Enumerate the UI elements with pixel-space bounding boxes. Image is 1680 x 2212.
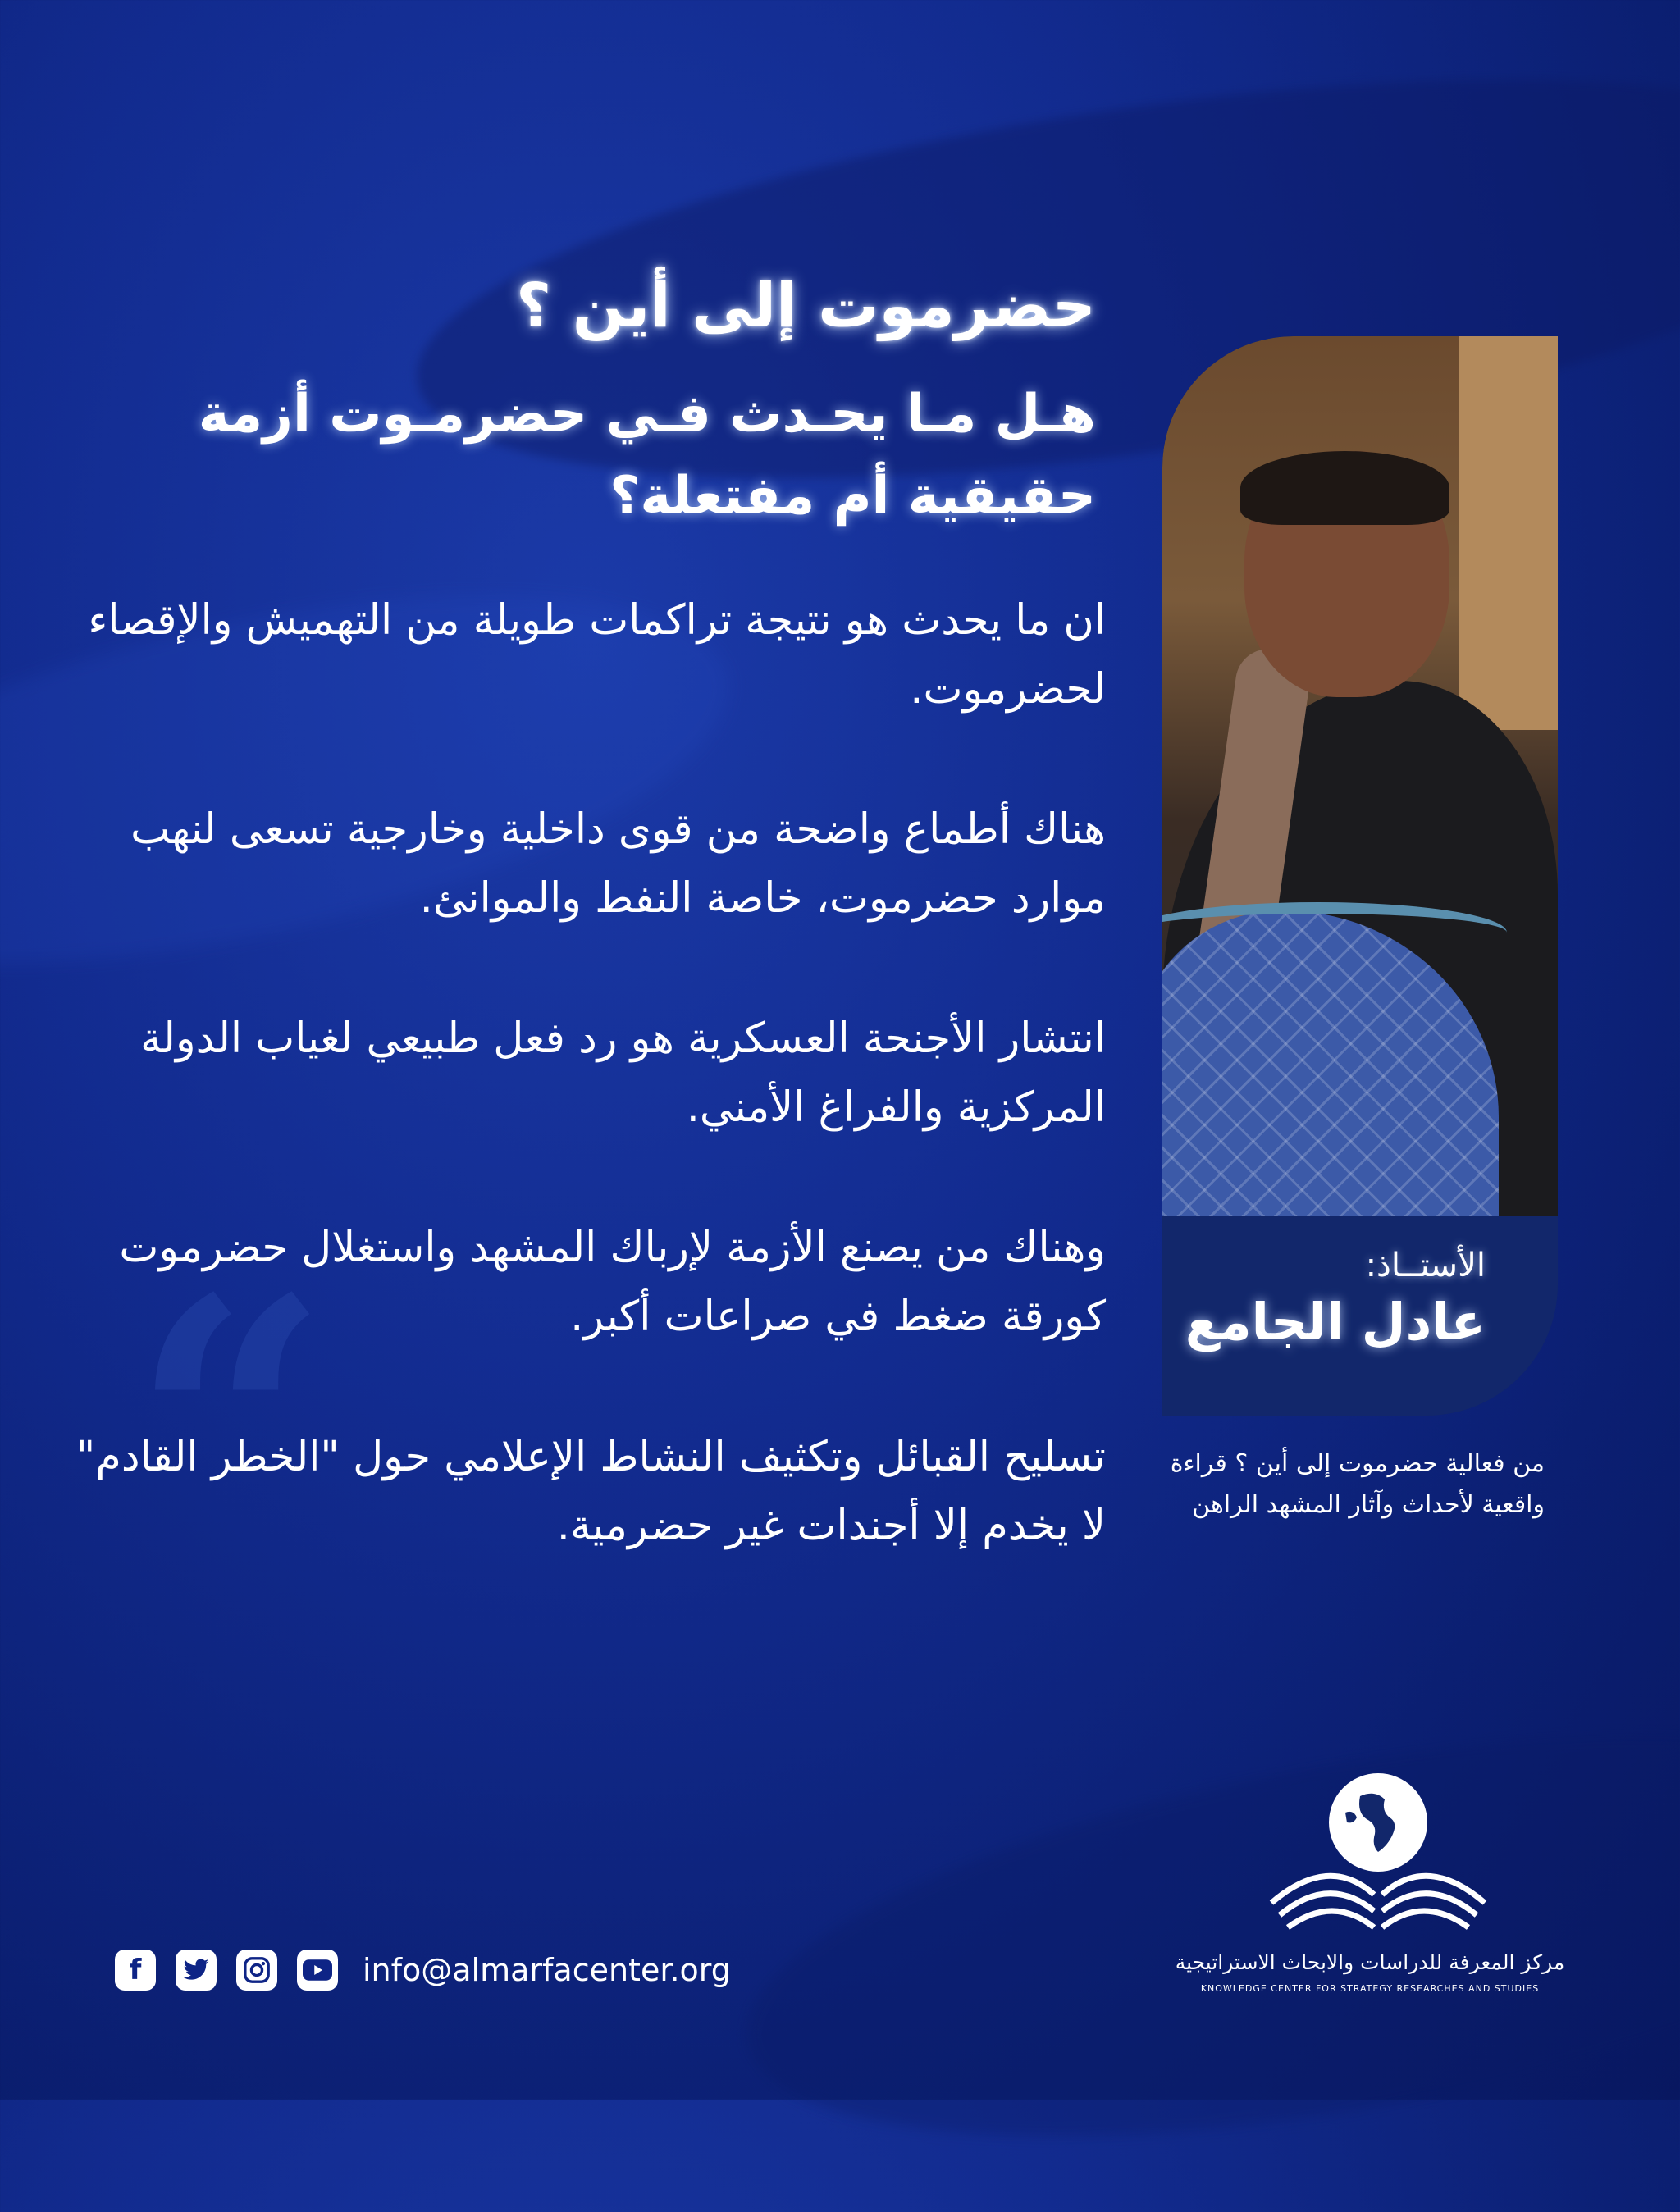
- page-subtitle: هـل مـا يحـدث فـي حضرمـوت أزمة حقيقية أم مفتعلة؟: [198, 384, 1096, 527]
- event-note: من فعالية حضرموت إلى أين ؟ قراءة واقعية لأحداث وآثار المشهد الراهن: [1170, 1449, 1545, 1519]
- paragraph-5: تسليح القبائل وتكثيف النشاط الإعلامي حول "الخطر القادم" لا يخدم إلا أجندات غير حضرمية.: [75, 1433, 1106, 1550]
- speaker-name: عادل الجامع: [1185, 1292, 1486, 1352]
- paragraph-2: هناك أطماع واضحة من قوى داخلية وخارجية تسعى لنهب موارد حضرموت، خاصة النفط والموانئ.: [130, 805, 1106, 923]
- logo-arabic-name: مركز المعرفة للدراسات والابحاث الاستراتيجية: [1175, 1950, 1565, 1974]
- logo-english-name: KNOWLEDGE CENTER FOR STRATEGY RESEARCHES AND STUDIES: [1200, 1983, 1540, 1994]
- paragraph-3: انتشار الأجنحة العسكرية هو رد فعل طبيعي لغياب الدولة المركزية والفراغ الأمني.: [140, 1015, 1106, 1132]
- instagram-icon[interactable]: [236, 1950, 277, 1991]
- speaker-photo: [1162, 336, 1558, 1216]
- contact-email[interactable]: info@almarfacenter.org: [363, 1952, 731, 1988]
- background-swoosh-bottom: [718, 1659, 1680, 2212]
- paragraph-4: وهناك من يصنع الأزمة لإرباك المشهد واستغلال حضرموت كورقة ضغط في صراعات أكبر.: [119, 1224, 1106, 1341]
- speaker-label: الأستــاذ:: [1365, 1247, 1486, 1284]
- youtube-icon[interactable]: [297, 1950, 338, 1991]
- speaker-card: [1162, 336, 1558, 1416]
- paragraph-1: ان ما يحدث هو نتيجة تراكمات طويلة من التهميش والإقصاء لحضرموت.: [88, 596, 1106, 714]
- twitter-icon[interactable]: [176, 1950, 217, 1991]
- globe-book-logo-icon: [1263, 1772, 1493, 1936]
- facebook-icon[interactable]: f: [115, 1950, 156, 1991]
- footer-contacts: [115, 1950, 731, 1991]
- quote-mark-icon: “: [131, 1225, 330, 1629]
- page-title: حضرموت إلى أين ؟: [516, 271, 1096, 341]
